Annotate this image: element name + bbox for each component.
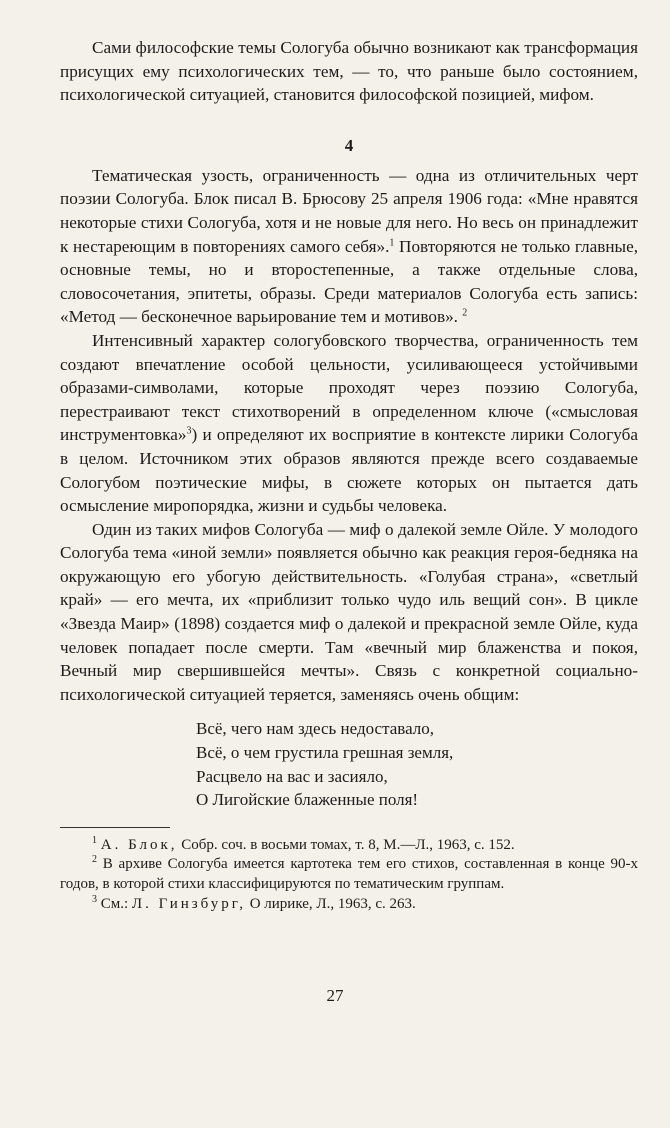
- page-number: 27: [326, 986, 344, 1005]
- paragraph-intensive-character: [60, 329, 638, 518]
- footnote-text: См.:: [97, 895, 132, 912]
- page-body: [60, 36, 638, 914]
- footnote-ref: 2: [462, 307, 468, 319]
- footnote-number: 3: [92, 893, 97, 905]
- text-run: Повторяются не только главные, основные темы, но и второстепенные, а также отдельные слова, словосочетания, эпитеты, образы. Среди материалов Сологуба есть запись: «Метод — бесконечное варьирование тем и мотивов».: [60, 236, 639, 327]
- section-number: 4: [344, 135, 354, 155]
- footnote-text: О лирике, Л., 1963, с. 263.: [245, 895, 416, 912]
- footnote-divider: [60, 827, 170, 828]
- text-run: Тематическая узость, ограниченность — одна из отличительных черт поэзии Сологуба. Блок писал В. Брюсову 25 апреля 1906 года: «Мне нравятся некоторые стихи Сологуба, хотя и не новые для него. Но весь он принадлежит к нестареющим в повторениях самого себя».: [60, 165, 638, 256]
- footnote-ref: 1: [389, 236, 395, 248]
- verse-line: Расцвело на вас и засияло,: [196, 766, 388, 786]
- footnote-number: 1: [92, 834, 97, 846]
- text-run: Интенсивный характер сологубовского творчества, ограниченность тем создают впечатление особой цельности, усиливающееся устойчивыми образами-символами, которые проходят через поэзию Сологуба, перестраивают текст стихотворений в определенном ключе («смысловая инструментовка»: [60, 330, 638, 445]
- verse-line: Всё, чего нам здесь недоставало,: [196, 719, 434, 739]
- paragraph-philosophical-themes: Сами философские темы Сологуба обычно возникают как трансформация присущих ему психологических тем, — то, что раньше было состоянием, психологической ситуацией, становится философской позицией, мифом.: [60, 38, 638, 105]
- footnote-number: 2: [92, 854, 97, 866]
- footnote-2: [60, 855, 638, 894]
- paragraph-oile-myth: Один из таких мифов Сологуба — миф о далекой земле Ойле. У молодого Сологуба тема «иной земли» появляется обычно как реакция героя-бедняка на окружающую его убогую действительность. «Голубая страна», «светлый край» — его мечта, их «приблизит только чудо иль вещий сон». В цикле «Звезда Маир» (1898) создается миф о далекой и прекрасной земле Ойле, куда человек попадает после смерти. Там «вечный мир блаженства и покоя, Вечный мир свершившейся мечты». Связь с конкретной социально-психологической ситуацией теряется, заменяясь очень общим:: [60, 519, 638, 704]
- verse-quote: [196, 717, 638, 811]
- verse-line: О Лигойские блаженные поля!: [196, 790, 419, 810]
- footnote-text: Собр. соч. в восьми томах, т. 8, М.—Л., 1963, с. 152.: [177, 836, 515, 853]
- footnote-author: А. Блок,: [100, 836, 178, 853]
- footnote-3: [60, 895, 638, 915]
- footnote-1: [60, 836, 638, 856]
- footnote-text: В архиве Сологуба имеется картотека тем его стихов, составленная в конце 90-х годов, в которой стихи классифицируются по тематическим группам.: [60, 856, 638, 892]
- verse-line: Всё, о чем грустила грешная земля,: [196, 743, 454, 763]
- footnote-ref: 3: [186, 425, 192, 437]
- footnote-author: Л. Гинзбург,: [131, 895, 246, 912]
- footnotes: [60, 836, 638, 914]
- paragraph-thematic-narrowness: [60, 164, 638, 329]
- text-run: ) и определяют их восприятие в контексте лирики Сологуба в целом. Источником этих образов являются прежде всего создаваемые Сологубом поэтические мифы, в сюжете которых он пытается дать осмысление миропорядка, жизни и судьбы человека.: [60, 425, 638, 516]
